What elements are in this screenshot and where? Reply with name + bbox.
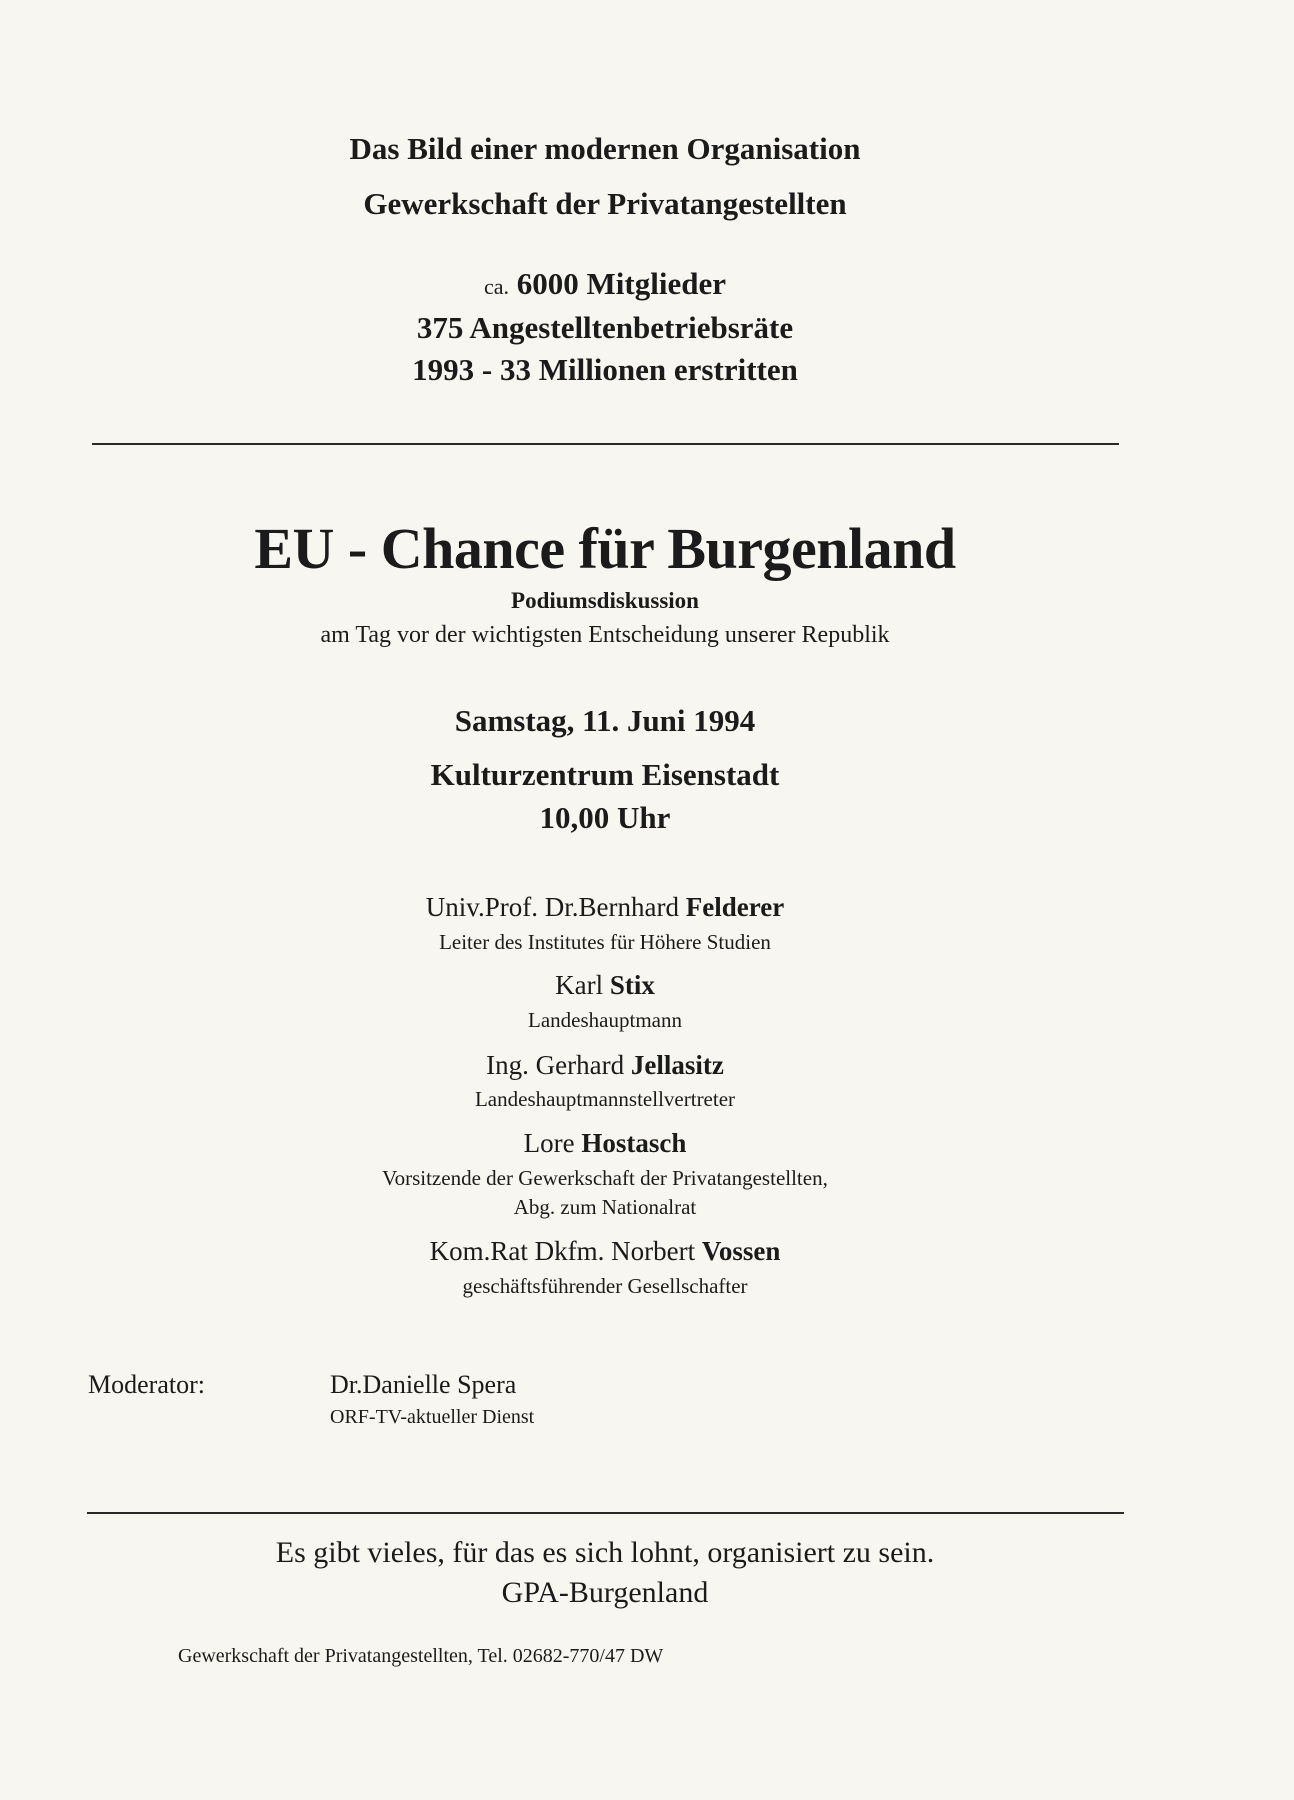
speaker-given: Ing. Gerhard — [486, 1050, 631, 1080]
stat-members — [0, 266, 1210, 302]
closing-slogan: Es gibt vieles, für das es sich lohnt, organisiert zu sein. — [275, 1536, 935, 1569]
speaker-surname: Vossen — [701, 1236, 781, 1266]
event-title: EU - Chance für Burgenland — [254, 516, 956, 581]
event-type: Podiumsdiskussion — [511, 588, 699, 613]
speaker-role: Vorsitzende der Gewerkschaft der Privatangestellten, — [382, 1166, 828, 1190]
speaker-role: geschäftsführender Gesellschafter — [462, 1274, 748, 1298]
header-line-1: Das Bild einer modernen Organisation — [349, 131, 861, 166]
moderator-label: Moderator: — [88, 1370, 205, 1399]
event-subtitle: am Tag vor der wichtigsten Entscheidung unserer Republik — [320, 622, 890, 648]
speaker-name — [0, 1050, 1210, 1081]
speaker-surname: Hostasch — [581, 1128, 687, 1158]
speaker-given: Univ.Prof. Dr.Bernhard — [425, 892, 686, 922]
moderator-name: Dr.Danielle Spera — [330, 1370, 517, 1399]
event-time: 10,00 Uhr — [539, 800, 671, 835]
closing-org: GPA-Burgenland — [501, 1576, 709, 1609]
stat-works-councils: 375 Angestelltenbetriebsräte — [416, 310, 794, 345]
speaker-name — [0, 892, 1210, 923]
speaker-name — [0, 970, 1210, 1001]
speaker-surname: Stix — [609, 970, 655, 1000]
stat-members-prefix: ca. — [484, 274, 510, 299]
divider-top — [92, 443, 1119, 445]
speaker-role-secondary: Abg. zum Nationalrat — [513, 1195, 697, 1219]
event-date: Samstag, 11. Juni 1994 — [454, 703, 756, 738]
event-venue: Kulturzentrum Eisenstadt — [430, 757, 780, 792]
moderator-role: ORF-TV-aktueller Dienst — [330, 1406, 535, 1428]
speaker-name — [0, 1236, 1210, 1267]
speaker-surname: Felderer — [685, 892, 785, 922]
footer-contact: Gewerkschaft der Privatangestellten, Tel. 02682-770/47 DW — [178, 1645, 664, 1667]
speaker-given: Karl — [555, 970, 610, 1000]
speaker-surname: Jellasitz — [630, 1050, 724, 1080]
speaker-given: Lore — [523, 1128, 582, 1158]
stat-members-text: 6000 Mitglieder — [516, 266, 726, 301]
speaker-name — [0, 1128, 1210, 1159]
stat-millions: 1993 - 33 Millionen erstritten — [412, 352, 798, 387]
divider-bottom — [87, 1512, 1124, 1514]
speaker-role: Landeshauptmann — [528, 1008, 682, 1032]
speaker-given: Kom.Rat Dkfm. Norbert — [429, 1236, 702, 1266]
header-line-2: Gewerkschaft der Privatangestellten — [363, 186, 847, 221]
speaker-role: Landeshauptmannstellvertreter — [474, 1087, 736, 1111]
speaker-role: Leiter des Institutes für Höhere Studien — [439, 930, 771, 954]
